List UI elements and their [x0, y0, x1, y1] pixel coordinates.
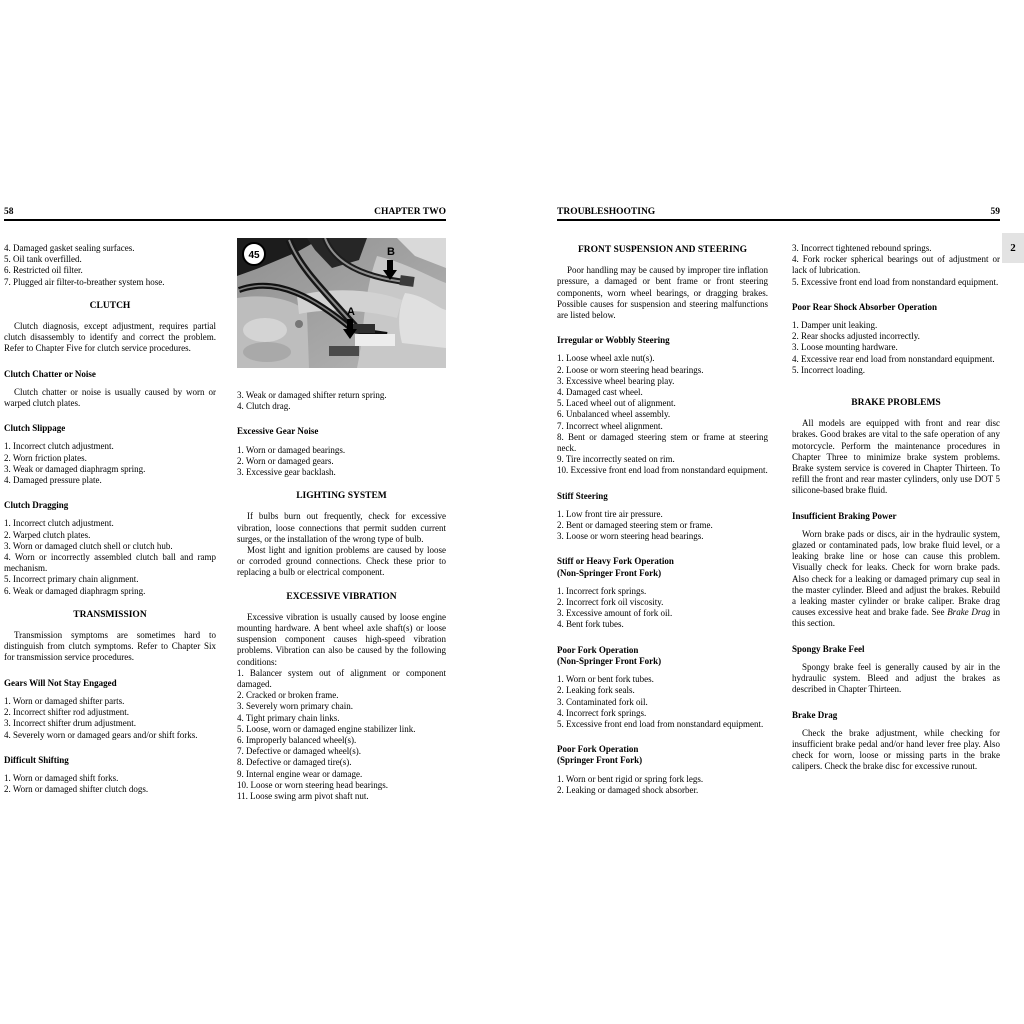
list-item: 3. Worn or damaged clutch shell or clutch hub. [4, 540, 173, 551]
paragraph: Spongy brake feel is generally caused by air in the hydraulic system. Bleed and adjust the brakes as described in Chapter Thirteen. [792, 661, 1000, 695]
figure-callout-b: B [387, 246, 395, 258]
list-item: 5. Loose, worn or damaged engine stabilizer link. [237, 723, 416, 734]
numbered-list [237, 390, 446, 412]
subheading-spongy-brake: Spongy Brake Feel [792, 643, 865, 654]
list-item: 8. Defective or damaged tire(s). [237, 757, 352, 768]
subheading-clutch-dragging: Clutch Dragging [4, 500, 69, 511]
numbered-list [557, 586, 768, 631]
page-58-running-head: CHAPTER TWO [374, 207, 446, 217]
list-item: 2. Worn or damaged shifter clutch dogs. [4, 784, 149, 795]
list-item: 5. Excessive front end load from nonstandard equipment. [557, 718, 764, 729]
list-item: 9. Tire incorrectly seated on rim. [557, 454, 675, 465]
list-item: 2. Bent or damaged steering stem or frame. [557, 520, 713, 531]
list-item: 3. Contaminated fork oil. [557, 696, 648, 707]
list-item: 1. Balancer system out of alignment or component damaged. [237, 667, 446, 690]
subheading-stiff-fork-variant: (Non-Springer Front Fork) [557, 567, 662, 578]
list-item: 10. Loose or worn steering head bearings. [237, 779, 388, 790]
numbered-list [557, 509, 768, 543]
subheading-poor-fork-nonspringer-variant: (Non-Springer Front Fork) [557, 655, 662, 666]
list-item: 1. Worn or bent rigid or spring fork legs. [557, 773, 704, 784]
numbered-list [792, 320, 1000, 376]
section-heading-front-suspension: FRONT SUSPENSION AND STEERING [577, 245, 748, 255]
list-item: 4. Tight primary chain links. [237, 712, 340, 723]
list-item: 4. Bent fork tubes. [557, 619, 624, 630]
section-heading-brake-problems: BRAKE PROBLEMS [851, 398, 941, 409]
subheading-rear-shock: Poor Rear Shock Absorber Operation [792, 301, 938, 312]
list-item: 7. Defective or damaged wheel(s). [237, 746, 361, 757]
list-item: 4. Damaged pressure plate. [4, 475, 102, 486]
section-heading-clutch: CLUTCH [89, 300, 131, 311]
numbered-list [237, 668, 446, 802]
list-item: 4. Incorrect fork springs. [557, 707, 647, 718]
list-item: 5. Laced wheel out of alignment. [557, 398, 676, 409]
subheading-stiff-fork: Stiff or Heavy Fork Operation [557, 556, 674, 567]
paragraph: Check the brake adjustment, while checking for insufficient brake pedal and/or hand lever free play. Also check for worn, loose or missing parts in the brake calipers. Check the brake disc for excessive runout. [792, 727, 1000, 772]
numbered-list [4, 441, 216, 486]
list-item: 3. Severely worn primary chain. [237, 701, 353, 712]
subheading-insufficient-braking: Insufficient Braking Power [792, 510, 897, 521]
list-item: 2. Incorrect fork oil viscosity. [557, 597, 664, 608]
list-item: 5. Incorrect primary chain alignment. [4, 574, 139, 585]
list-item: 7. Incorrect wheel alignment. [557, 420, 663, 431]
subheading-brake-drag: Brake Drag [792, 709, 838, 720]
list-item: 3. Loose or worn steering head bearings. [557, 531, 704, 542]
list-item: 3. Excessive gear backlash. [237, 467, 336, 478]
list-item: 4. Worn or incorrectly assembled clutch ball and ramp mechanism. [4, 552, 216, 574]
paragraph: Transmission symptoms are sometimes hard to distinguish from clutch symptoms. Refer to Chapter Six for transmission service procedures. [4, 630, 216, 663]
list-item: 8. Bent or damaged steering stem or frame at steering neck. [557, 431, 768, 454]
paragraph: Excessive vibration is usually caused by loose engine mounting hardware. A bent wheel axle shaft(s) or loose suspension component causes high-speed vibration problems. Vibration can also be caused by the following conditions: [237, 611, 446, 667]
numbered-list [4, 243, 216, 288]
list-item: 2. Warped clutch plates. [4, 529, 91, 540]
subheading-clutch-slippage: Clutch Slippage [4, 423, 66, 434]
list-item: 4. Damaged gasket sealing surfaces. [4, 243, 135, 253]
list-item: 2. Leaking fork seals. [557, 685, 635, 696]
numbered-list [557, 774, 768, 796]
numbered-list [4, 696, 216, 741]
numbered-list [792, 243, 1000, 288]
list-item: 3. Excessive amount of fork oil. [557, 608, 673, 619]
list-item: 9. Internal engine wear or damage. [237, 768, 363, 779]
section-heading-transmission: TRANSMISSION [73, 609, 147, 620]
numbered-list [4, 518, 216, 596]
list-item: 3. Excessive wheel bearing play. [557, 375, 675, 386]
numbered-list [557, 353, 768, 476]
list-item: 1. Worn or damaged bearings. [237, 444, 346, 455]
subheading-stiff-steering: Stiff Steering [557, 490, 608, 501]
section-heading-excessive-vibration: EXCESSIVE VIBRATION [286, 591, 397, 602]
list-item: 1. Worn or bent fork tubes. [557, 674, 654, 685]
cross-reference-italic: Brake Drag [947, 607, 991, 618]
subheading-gears-engaged: Gears Will Not Stay Engaged [4, 677, 117, 688]
list-item: 4. Excessive rear end load from nonstandard equipment. [792, 353, 995, 364]
list-item: 5. Excessive front end load from nonstandard equipment. [792, 276, 999, 287]
list-item: 3. Loose mounting hardware. [792, 342, 898, 353]
list-item: 1. Loose wheel axle nut(s). [557, 353, 655, 364]
section-heading-lighting-system: LIGHTING SYSTEM [296, 491, 387, 502]
subheading-difficult-shifting: Difficult Shifting [4, 754, 69, 765]
list-item: 1. Worn or damaged shifter parts. [4, 695, 125, 706]
list-item: 5. Incorrect loading. [792, 364, 865, 375]
subheading-clutch-chatter: Clutch Chatter or Noise [4, 368, 96, 379]
list-item: 2. Worn or damaged gears. [237, 455, 334, 466]
page-58-column-2 [237, 238, 446, 802]
page-59-column-2 [792, 243, 1000, 773]
page-59-number: 59 [990, 207, 1000, 217]
list-item: 2. Loose or worn steering head bearings. [557, 364, 704, 375]
numbered-list [237, 445, 446, 479]
list-item: 2. Incorrect shifter rod adjustment. [4, 707, 129, 718]
list-item: 4. Clutch drag. [237, 401, 291, 412]
subheading-poor-fork-springer-variant: (Springer Front Fork) [557, 755, 643, 766]
subheading-poor-fork-nonspringer: Poor Fork Operation [557, 644, 639, 655]
list-item: 1. Incorrect clutch adjustment. [4, 441, 114, 452]
page-59-header-rule [557, 219, 1000, 221]
paragraph: Poor handling may be caused by improper tire inflation pressure, a damaged or bent frame or front steering components, worn wheel bearings, or dragging brakes. Possible causes for suspension and steering malfunctions are listed below. [557, 265, 768, 321]
chapter-tab: 2 [1002, 233, 1024, 263]
list-item: 3. Weak or damaged diaphragm spring. [4, 463, 146, 474]
paragraph: Most light and ignition problems are caused by loose or corroded ground connections. Check these prior to replacing a bulb or electrical component. [237, 545, 446, 578]
paragraph: All models are equipped with front and rear disc brakes. Good brakes are vital to the safe operation of any motorcycle. Perform the maintenance procedures in Chapter Three to minimize brake system problems. Brake system service is covered in Chapter Thirteen. To refill the front and rear master cylinders, only use DOT 5 silicone-based brake fluid. [792, 418, 1000, 496]
figure-number: 45 [248, 250, 260, 261]
list-item: 1. Incorrect fork springs. [557, 585, 647, 596]
numbered-list [4, 773, 216, 795]
list-item: 6. Restricted oil filter. [4, 265, 83, 276]
list-item: 2. Rear shocks adjusted incorrectly. [792, 331, 920, 342]
page-59-column-1 [557, 243, 768, 796]
page-58-number: 58 [4, 207, 14, 217]
list-item: 6. Weak or damaged diaphragm spring. [4, 585, 146, 596]
paragraph-text: Worn brake pads or discs, air in the hydraulic system, glazed or contaminated pads, low brake fluid level, or a leaking brake line or hose can cause this problem. Visually check for leaks. Check for worn brake pads. Also check for a leaking or damaged primary cup seal in the master cylinder. Bleed and adjust the brakes. Rebuild a leaking master cylinder or brake caliper. Brake drag causes excessive heat and brake fade. See [792, 528, 1000, 618]
list-item: 1. Damper unit leaking. [792, 320, 878, 331]
list-item: 2. Worn friction plates. [4, 452, 87, 463]
paragraph [792, 529, 1000, 630]
paragraph: Clutch chatter or noise is usually caused by worn or warped clutch plates. [4, 386, 216, 409]
list-item: 6. Improperly balanced wheel(s). [237, 735, 357, 746]
list-item: 1. Low front tire air pressure. [557, 508, 663, 519]
page-58-header-rule [4, 219, 446, 221]
list-item: 7. Plugged air filter-to-breather system hose. [4, 276, 165, 287]
list-item: 4. Damaged cast wheel. [557, 387, 643, 398]
list-item: 3. Incorrect tightened rebound springs. [792, 243, 932, 253]
subheading-excessive-gear-noise: Excessive Gear Noise [237, 426, 319, 437]
figure-callout-a: A [347, 306, 355, 318]
list-item: 4. Fork rocker spherical bearings out of adjustment or lack of lubrication. [792, 254, 1000, 276]
list-item: 5. Oil tank overfilled. [4, 254, 82, 265]
numbered-list [557, 674, 768, 730]
list-item: 2. Leaking or damaged shock absorber. [557, 784, 699, 795]
paragraph: Clutch diagnosis, except adjustment, requires partial clutch disassembly to identify and correct the problem. Refer to Chapter Five for clutch service procedures. [4, 321, 216, 354]
paragraph-text: in this section. [792, 607, 1000, 629]
list-item: 10. Excessive front end load from nonstandard equipment. [557, 465, 768, 476]
page-58-column-1 [4, 243, 216, 795]
list-item: 11. Loose swing arm pivot shaft nut. [237, 791, 369, 802]
list-item: 4. Severely worn or damaged gears and/or shift forks. [4, 729, 198, 740]
list-item: 2. Cracked or broken frame. [237, 690, 339, 701]
page-59-running-head: TROUBLESHOOTING [557, 207, 656, 217]
paragraph: If bulbs burn out frequently, check for excessive vibration, loose connections that permit sudden current surges, or the installation of the wrong type of bulb. [237, 511, 446, 544]
list-item: 3. Weak or damaged shifter return spring. [237, 390, 387, 400]
list-item: 6. Unbalanced wheel assembly. [557, 409, 671, 420]
list-item: 1. Worn or damaged shift forks. [4, 772, 119, 783]
figure-45-photo [237, 238, 446, 368]
subheading-poor-fork-springer: Poor Fork Operation [557, 744, 639, 755]
list-item: 1. Incorrect clutch adjustment. [4, 518, 114, 529]
list-item: 3. Incorrect shifter drum adjustment. [4, 718, 136, 729]
subheading-wobbly-steering: Irregular or Wobbly Steering [557, 335, 670, 346]
